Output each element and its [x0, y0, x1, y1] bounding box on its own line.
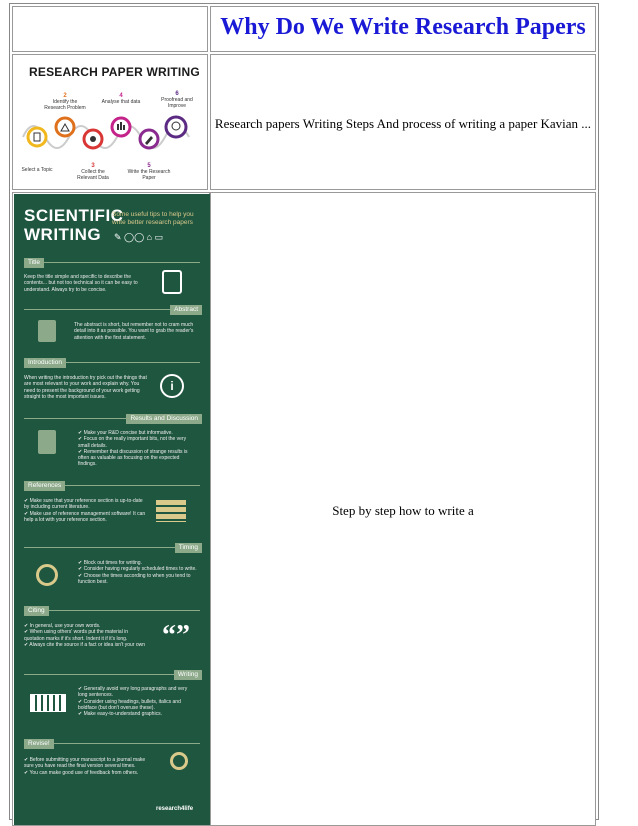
step-2-text: Identify the Research Problem — [44, 99, 86, 111]
section-tag-title: Title — [24, 258, 44, 268]
section-text-introduction: When writing the introduction try pick out the things that are most relevant to your work and explain why. You need to present the background of your work getting straight to the most important issues. — [24, 375, 147, 400]
row2-caption-cell — [210, 192, 596, 826]
clock-icon — [36, 564, 58, 586]
step-4-number: 4 — [119, 93, 123, 99]
section-text-results: ✔ Make your R&D concise but informative. ✔ Focus on the really important bits, not the very small details. ✔ Remember that discussion of strange results is often as valuable as focusing on the expected findings. — [78, 430, 188, 468]
step-3-label — [71, 163, 115, 181]
row2-caption: Step by step how to write a — [332, 503, 474, 518]
section-tag-abstract: Abstract — [170, 305, 202, 315]
step-6-text: Proofread and Improve — [161, 97, 193, 109]
notepad-icon — [38, 320, 56, 342]
section-text-abstract: The abstract is short, but remember not to cram much detail into it as possible. You want to grab the reader's attention with the first statement. — [74, 322, 194, 341]
step-6-number: 6 — [175, 91, 179, 97]
step-5-label — [127, 163, 171, 181]
row1-caption: Research papers Writing Steps And process of writing a paper Kavian ... — [214, 116, 592, 131]
keyboard-icon — [30, 694, 66, 712]
page-title: Why Do We Write Research Papers — [220, 14, 586, 40]
section-tag-references: References — [24, 481, 65, 491]
step-1-label — [15, 167, 59, 173]
section-tag-timing: Timing — [175, 543, 202, 553]
info-icon: i — [160, 374, 184, 398]
step-3-number: 3 — [91, 163, 95, 169]
research-paper-image-cell — [12, 54, 208, 190]
research4life-logo — [156, 806, 193, 812]
section-text-references: ✔ Make sure that your reference section is up-to-date by including current literature. ✔ Make use of reference management software! It can help a lot with your reference section. — [24, 498, 146, 523]
section-text-title: Keep the title simple and specific to describe the contents... but not too technical so it can be easy to understand. Always try to be concise. — [24, 274, 138, 293]
magnifier-icon — [170, 752, 188, 770]
section-text-timing: ✔ Block out times for writing. ✔ Consider having regularly scheduled times to write. ✔ Choose the times according to when you tend to function best. — [78, 560, 197, 585]
section-tag-writing: Writing — [174, 670, 202, 680]
section-tag-results: Results and Discussion — [126, 414, 202, 424]
step-2-label — [43, 93, 87, 111]
infographic-heading: SCIENTIFIC WRITING — [24, 206, 124, 244]
step-5-number: 5 — [147, 163, 151, 169]
row1-caption-cell — [210, 54, 596, 190]
section-tag-citing: Citing — [24, 606, 49, 616]
scientific-writing-image-cell — [12, 192, 210, 826]
step-5-text: Write the Research Paper — [127, 169, 171, 181]
step-6-label — [155, 91, 199, 109]
infographic-subheading: Some useful tips to help you write better research papers — [112, 211, 194, 226]
infographic-title: RESEARCH PAPER WRITING — [29, 65, 200, 79]
step-4-text: Analyse that data — [101, 99, 141, 105]
section-text-citing: ✔ In general, use your own words. ✔ When using others' words put the material in quotation marks if it's short. Indent it if it's long. ✔ Always cite the source if a fact or idea isn't your own — [24, 623, 146, 648]
quote-icon: “” — [162, 620, 190, 651]
header-title-cell — [210, 6, 596, 52]
section-tag-revise: Revise! — [24, 739, 54, 749]
section-tag-introduction: Introduction — [24, 358, 66, 368]
step-3-text: Collect the Relevant Data — [77, 169, 109, 181]
header-left-cell — [12, 6, 208, 52]
scientific-writing-infographic[interactable] — [14, 194, 210, 825]
section-text-revise: ✔ Before submitting your manuscript to a journal make sure you have read the final version several times. ✔ You can make good use of feedback from others. — [24, 757, 146, 776]
books-icon — [156, 500, 186, 522]
research-paper-infographic[interactable] — [13, 55, 207, 189]
step-4-label — [99, 93, 143, 105]
document-icon — [162, 270, 182, 294]
step-2-number: 2 — [63, 93, 67, 99]
checklist-icon — [38, 430, 56, 454]
pen-glasses-icon: ✎ ◯◯ ⌂ ▭ — [114, 232, 164, 242]
content-table — [9, 3, 599, 820]
logo-text: research4life — [156, 806, 194, 812]
section-text-writing: ✔ Generally avoid very long paragraphs and very long sentences. ✔ Consider using headings, bullets, italics and boldface (but don't overuse these). ✔ Make easy-to-understand graphics. — [78, 686, 188, 718]
step-1-text: Select a Topic — [21, 167, 53, 173]
